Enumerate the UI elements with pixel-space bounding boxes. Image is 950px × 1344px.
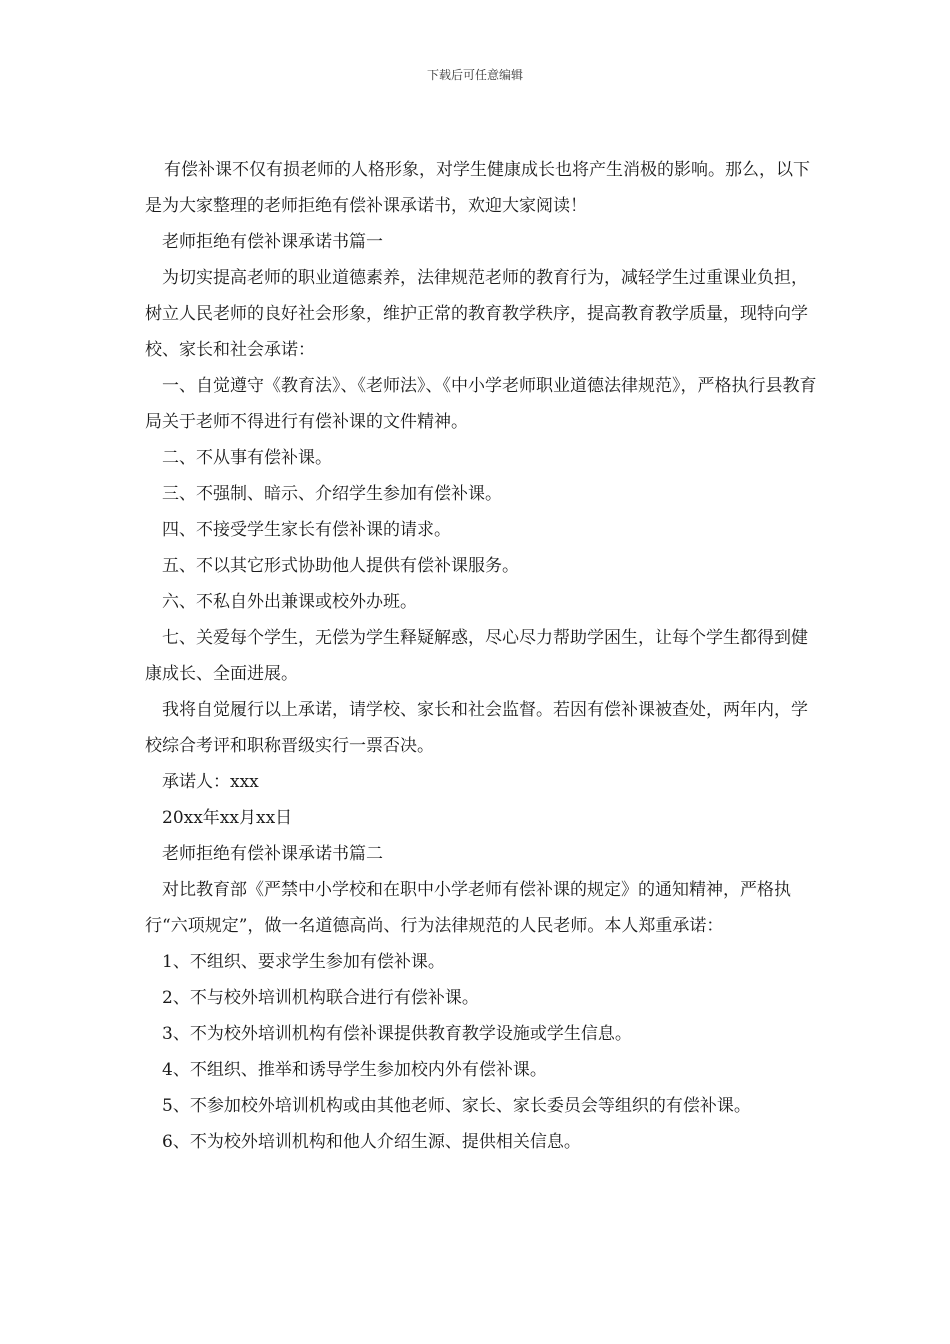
list-item: 四、不接受学生家长有偿补课的请求。 [162,520,451,540]
list-item: 三、不强制、暗示、介绍学生参加有偿补课。 [162,484,502,504]
list-item: 七、关爱每个学生，无偿为学生释疑解惑，尽心尽力帮助学困生，让每个学生都得到健康成长、全面进展。 [145,628,808,684]
list-item: 一、自觉遵守《教育法》、《老师法》、《中小学老师职业道德法律规范》，严格执行县教育局关于老师不得进行有偿补课的文件精神。 [145,376,817,432]
list-item: 五、不以其它形式协助他人提供有偿补课服务。 [162,556,519,576]
list-item: 5、不参加校外培训机构或由其他老师、家长、家长委员会等组织的有偿补课。 [162,1096,751,1116]
signer-line: 承诺人：xxx [162,772,259,792]
list-item: 六、不私自外出兼课或校外办班。 [162,592,417,612]
date-line: 20xx年xx月xx日 [162,808,293,828]
list-item: 二、不从事有偿补课。 [162,448,332,468]
document-body [145,152,817,1160]
section-title-1: 老师拒绝有偿补课承诺书篇一 [162,232,383,252]
paragraph: 对比教育部《严禁中小学校和在职中小学老师有偿补课的规定》的通知精神，严格执行“六项规定”，做一名道德高尚、行为法律规范的人民老师。本人郑重承诺： [145,880,791,936]
intro-paragraph: 有偿补课不仅有损老师的人格形象，对学生健康成长也将产生消极的影响。那么，以下是为大家整理的老师拒绝有偿补课承诺书，欢迎大家阅读！ [145,160,810,216]
list-item: 1、不组织、要求学生参加有偿补课。 [162,952,445,972]
list-item: 2、不与校外培训机构联合进行有偿补课。 [162,988,479,1008]
list-item: 3、不为校外培训机构有偿补课提供教育教学设施或学生信息。 [162,1024,632,1044]
list-item: 4、不组织、推举和诱导学生参加校内外有偿补课。 [162,1060,547,1080]
paragraph: 我将自觉履行以上承诺，请学校、家长和社会监督。若因有偿补课被查处，两年内，学校综合考评和职称晋级实行一票否决。 [145,700,808,756]
section-title-2: 老师拒绝有偿补课承诺书篇二 [162,844,383,864]
paragraph: 为切实提高老师的职业道德素养，法律规范老师的教育行为，减轻学生过重课业负担，树立人民老师的良好社会形象，维护正常的教育教学秩序，提高教育教学质量，现特向学校、家长和社会承诺： [145,268,808,360]
list-item: 6、不为校外培训机构和他人介绍生源、提供相关信息。 [162,1132,581,1152]
page-header-note: 下载后可任意编辑 [426,68,523,82]
